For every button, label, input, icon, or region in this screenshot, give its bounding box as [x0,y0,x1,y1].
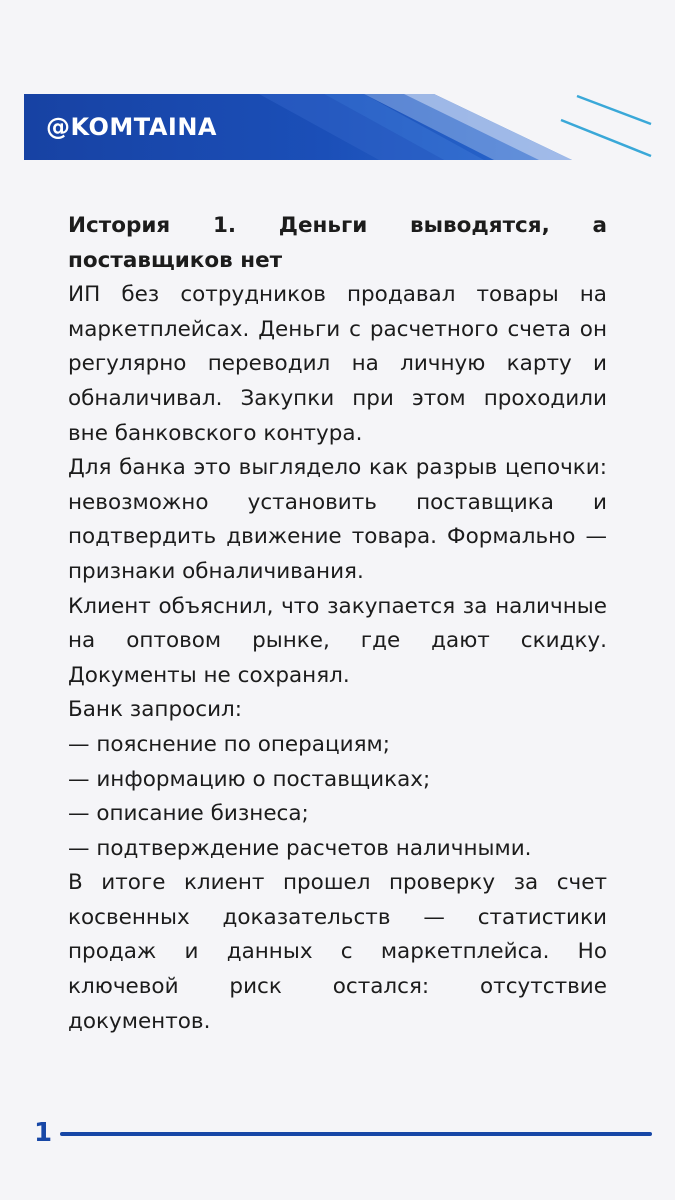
article-body [68,209,607,1039]
list-item: — описание бизнеса; [68,801,309,827]
paragraph-1: ИП без сотрудников продавал товары на маркетплейсах. Деньги с расчетного счета он регулярно переводил на личную карту и обналичивал. Закупки при этом проходили вне банковского контура. [68,282,607,446]
story-title: История 1. Деньги выводятся, а поставщиков нет [68,213,607,273]
list-item: — информацию о поставщиках; [68,766,431,792]
paragraph-3: Клиент объяснил, что закупается за наличные на оптовом рынке, где дают скидку. Документы не сохранял. [68,593,607,688]
decorative-lines-icon [555,88,660,168]
footer-divider [60,1132,652,1136]
list-item: — подтверждение расчетов наличными. [68,835,532,861]
page-number: 1 [34,1118,53,1148]
conclusion-paragraph: В итоге клиент прошел проверку за счет косвенных доказательств — статистики продаж и данных с маркетплейса. Но ключевой риск остался: отсутствие документов. [68,870,607,1034]
paragraph-2: Для банка это выглядело как разрыв цепочки: невозможно установить поставщика и подтвердить движение товара. Формально — признаки обналичивания. [68,455,607,584]
list-item: — пояснение по операциям; [68,731,390,757]
brand-handle: @KOMTAINA [46,113,217,141]
paragraph-4: Банк запросил: [68,697,243,723]
